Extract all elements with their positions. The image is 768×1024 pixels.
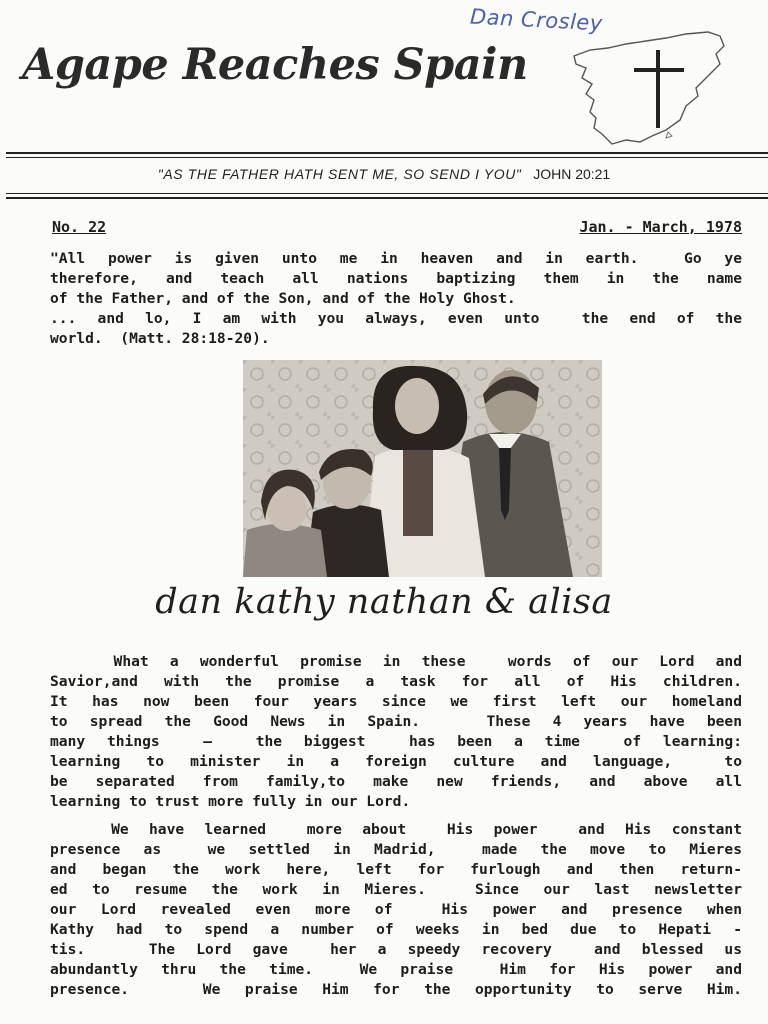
top-rule-thin (6, 157, 768, 158)
text-line: "All power is given unto me in heaven and in earth. Go ye (50, 250, 742, 267)
top-rule (6, 152, 768, 154)
bottom-rule (6, 197, 768, 199)
text-line: What a wonderful promise in these words of our Lord and (50, 653, 742, 670)
issue-date: Jan. - March, 1978 (579, 218, 742, 236)
text-line: our Lord revealed even more of His power and presence when (50, 901, 742, 918)
text-line: abundantly thru the time. We praise Him for His power and (50, 961, 742, 978)
text-line: be separated from family,to make new friends, and above all (50, 773, 742, 790)
masthead-title: Agape Reaches Spain (22, 40, 528, 90)
family-photo (243, 360, 602, 577)
text-line: and began the work here, left for furlough and then return- (50, 861, 742, 878)
motto-reference: JOHN 20:21 (533, 166, 611, 182)
spain-map-cross-icon (568, 24, 728, 146)
motto-line (0, 166, 768, 182)
text-line: ... and lo, I am with you always, even unto the end of the (50, 310, 742, 327)
text-line: of the Father, and of the Son, and of the Holy Ghost. (50, 290, 516, 307)
text-line: to spread the Good News in Spain. These 4 years have been (50, 713, 742, 730)
text-line: many things — the biggest has been a time of learning: (50, 733, 742, 750)
paragraph-2 (50, 820, 742, 1000)
text-line: tis. The Lord gave her a speedy recovery and blessed us (50, 941, 742, 958)
text-line: learning to trust more fully in our Lord. (50, 793, 411, 810)
text-line: presence. We praise Him for the opportunity to serve Him. (50, 981, 742, 998)
text-line: presence as we settled in Madrid, made the move to Mieres (50, 841, 742, 858)
paragraph-1 (50, 652, 742, 812)
issue-number: No. 22 (52, 218, 107, 236)
photo-caption: dan kathy nathan & alisa (155, 582, 613, 622)
motto-quote: "AS THE FATHER HATH SENT ME, SO SEND I YOU" (157, 166, 522, 182)
text-line: therefore, and teach all nations baptizing them in the name (50, 270, 742, 287)
text-line: world. (Matt. 28:18-20). (50, 330, 270, 347)
handwritten-signature: Dan Crosley (469, 4, 604, 36)
text-line: learning to minister in a foreign culture and language, to (50, 753, 742, 770)
text-line: Savior,and with the promise a task for all of His children. (50, 673, 742, 690)
text-line: It has now been four years since we first left our homeland (50, 693, 742, 710)
bottom-rule-thin (6, 193, 768, 194)
text-line: We have learned more about His power and His constant (50, 821, 742, 838)
scripture-quote (50, 249, 742, 349)
text-line: Kathy had to spend a number of weeks in bed due to Hepati - (50, 921, 742, 938)
text-line: ed to resume the work in Mieres. Since our last newsletter (50, 881, 742, 898)
